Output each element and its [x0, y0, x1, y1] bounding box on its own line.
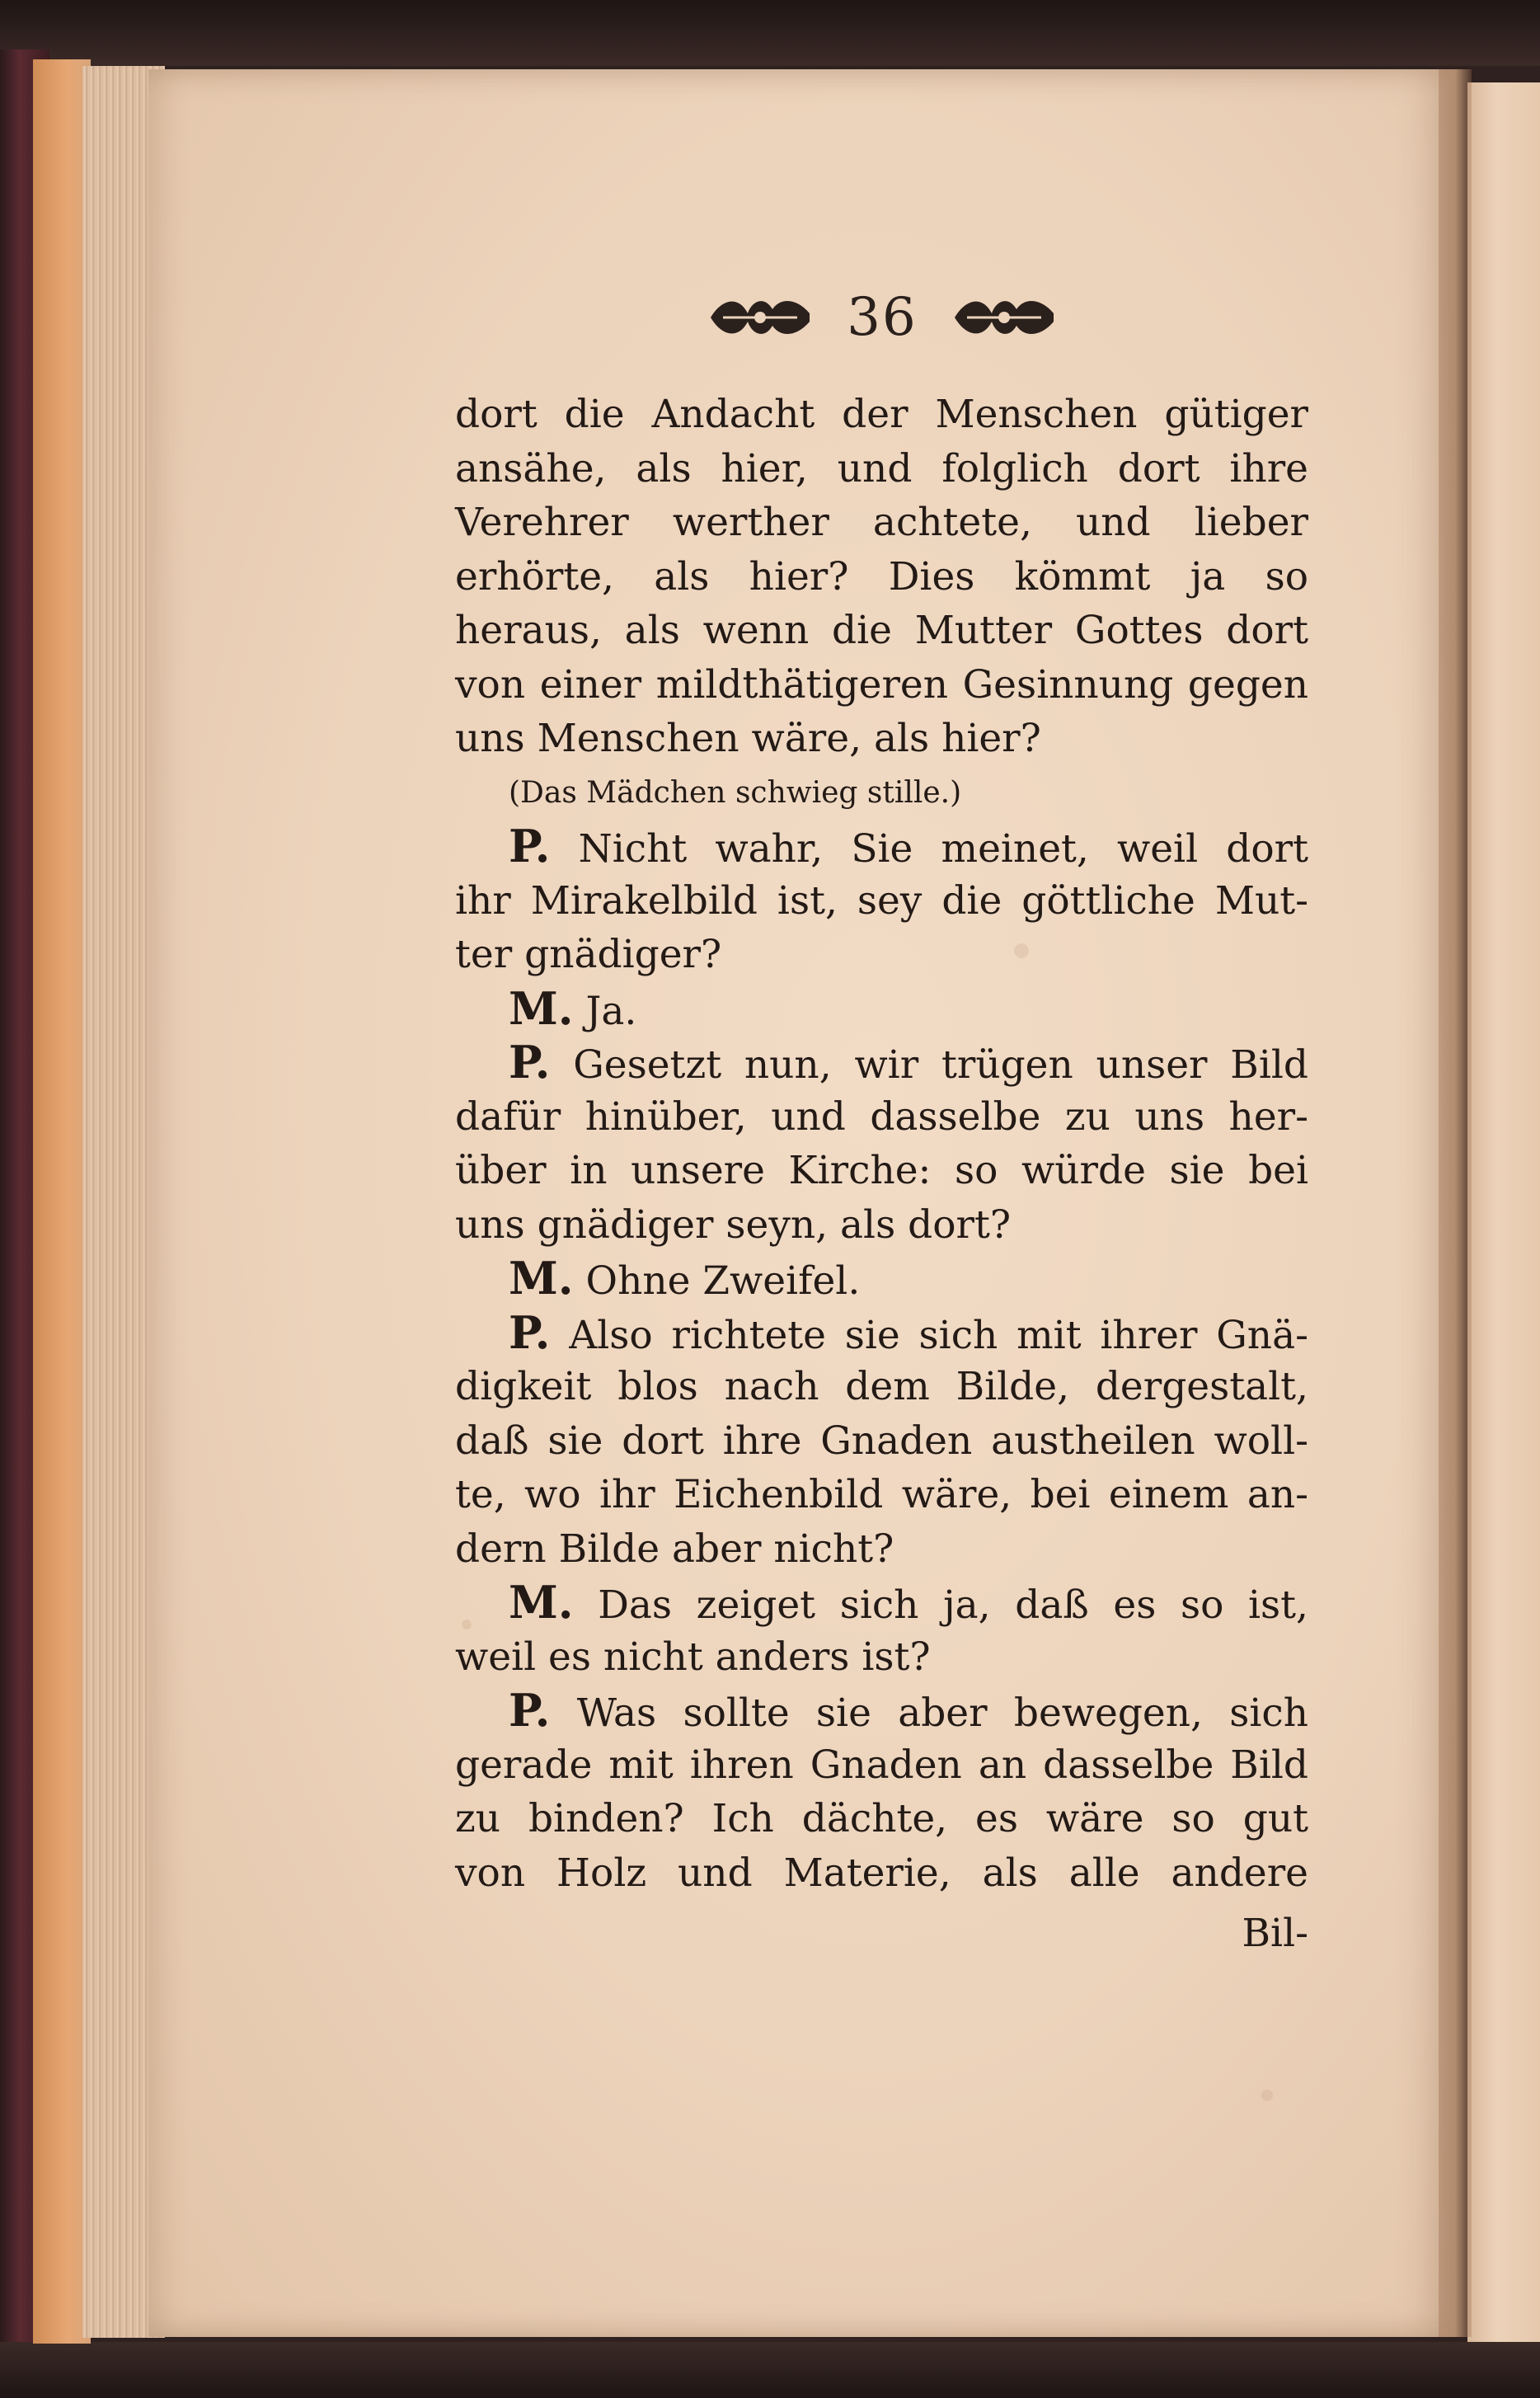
- speaker-label: P.: [509, 1684, 551, 1737]
- dialogue-line: M. Das zeiget sich ja, daß es so ist,: [509, 1576, 1308, 1629]
- text-line: uns Menschen wäre, als hier?: [455, 716, 1041, 761]
- text-line: te, wo ihr Eichenbild wäre, bei einem an-: [455, 1472, 1308, 1517]
- page-header: [693, 272, 1072, 363]
- book-cover-top: [0, 0, 1540, 66]
- dialogue-line: P. Nicht wahr, Sie meinet, weil dort: [509, 820, 1308, 872]
- text-line: dort die Andacht der Menschen gütiger: [455, 392, 1308, 437]
- catchword: Bil-: [1242, 1911, 1308, 1956]
- text-line: dafür hinüber, und dasselbe zu uns her-: [455, 1093, 1308, 1140]
- text-line: erhörte, als hier? Dies kömmt ja so: [455, 553, 1308, 600]
- text-line: ihr Mirakelbild ist, sey die göttliche Mut-: [455, 877, 1308, 924]
- text-line: uns gnädiger seyn, als dort?: [455, 1201, 1012, 1248]
- text-line: dern Bilde aber nicht?: [455, 1526, 894, 1572]
- text-line: ter gnädiger?: [455, 932, 722, 977]
- text-line: heraus, als wenn die Mutter Gottes dort: [455, 608, 1308, 653]
- speaker-label: P.: [509, 1036, 551, 1089]
- text-line: Verehrer werther achtete, und lieber: [455, 500, 1308, 545]
- speaker-label: M.: [509, 1576, 574, 1629]
- speaker-label: P.: [509, 820, 551, 872]
- text-line: von Holz und Materie, als alle andere: [455, 1850, 1308, 1896]
- paper-speck: [1261, 2090, 1273, 2101]
- stage-direction: (Das Mädchen schwieg stille.): [509, 775, 962, 810]
- dialogue-line: M. Ja.: [509, 981, 637, 1035]
- left-ornament-icon: [707, 289, 814, 346]
- facing-page-edge: [1467, 82, 1540, 2342]
- text-line: ansähe, als hier, und folglich dort ihre: [455, 445, 1308, 491]
- book-cover-bottom: [0, 2342, 1540, 2398]
- right-ornament-icon: [951, 289, 1058, 346]
- text-line: daß sie dort ihre Gnaden austheilen woll-: [455, 1418, 1308, 1464]
- text-line: zu binden? Ich dächte, es wäre so gut: [455, 1796, 1308, 1841]
- speaker-label: M.: [509, 981, 574, 1035]
- body-text: [455, 388, 1308, 1961]
- speaker-label: M.: [509, 1252, 574, 1305]
- page-gutter: [1439, 69, 1472, 2337]
- dialogue-line: P. Was sollte sie aber bewegen, sich: [509, 1684, 1308, 1737]
- dialogue-line: P. Gesetzt nun, wir trügen unser Bild: [509, 1036, 1308, 1089]
- dialogue-line: P. Also richtete sie sich mit ihrer Gnä-: [509, 1305, 1308, 1359]
- text-line: von einer mildthätigeren Gesinnung gegen: [455, 661, 1308, 708]
- dialogue-line: M. Ohne Zweifel.: [509, 1252, 861, 1305]
- text-line: über in unsere Kirche: so würde sie bei: [455, 1148, 1308, 1193]
- speaker-label: P.: [509, 1305, 551, 1359]
- page-number: 36: [847, 287, 918, 348]
- text-line: weil es nicht anders ist?: [455, 1634, 931, 1680]
- text-line: digkeit blos nach dem Bilde, dergestalt,: [455, 1364, 1308, 1409]
- text-line: gerade mit ihren Gnaden an dasselbe Bild: [455, 1742, 1308, 1788]
